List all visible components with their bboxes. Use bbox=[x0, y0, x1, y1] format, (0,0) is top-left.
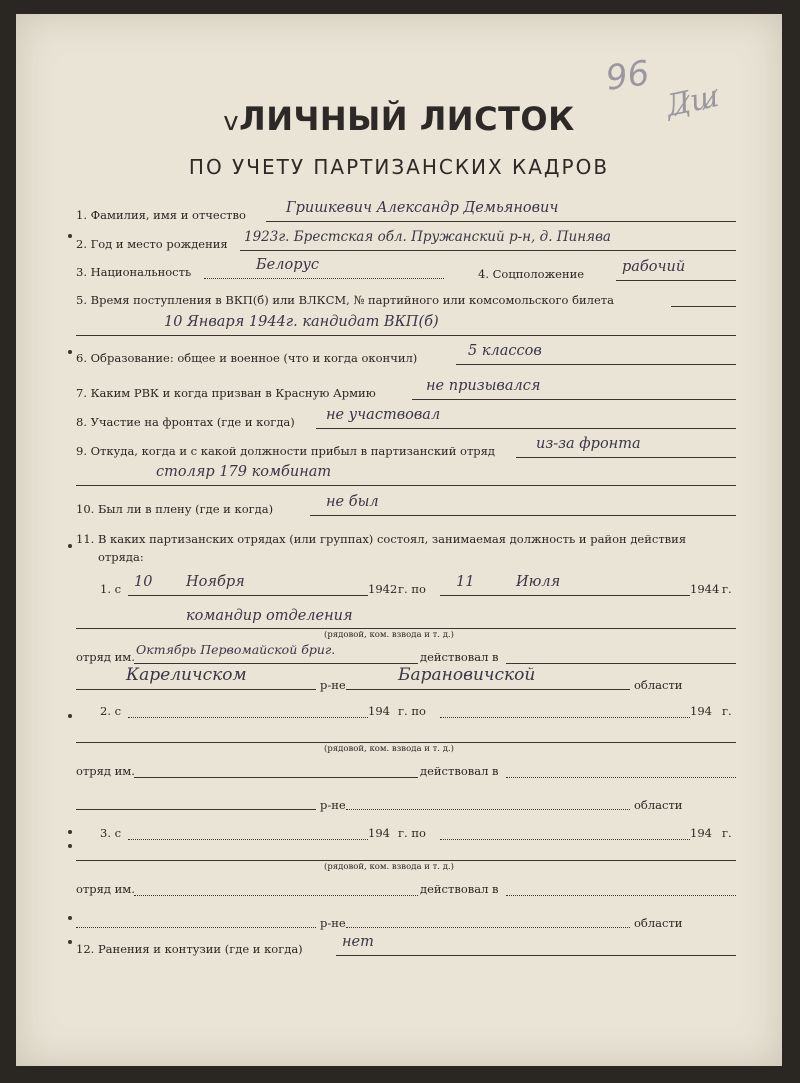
field-9-value-2: столяр 179 комбинат bbox=[156, 464, 332, 480]
entry-1-day: 10 bbox=[134, 574, 153, 590]
field-5-line-a bbox=[671, 306, 736, 307]
binding-mark bbox=[68, 350, 72, 354]
entry-3-acted-in: действовал в bbox=[420, 882, 499, 896]
field-8-label: 8. Участие на фронтах (где и когда) bbox=[76, 415, 295, 429]
field-10-value: не был bbox=[326, 494, 379, 510]
field-4-label: 4. Соцположение bbox=[478, 267, 585, 281]
entry-1-g-po: г. по bbox=[398, 582, 426, 596]
entry-1-month: Ноября bbox=[186, 574, 245, 590]
field-10-line bbox=[310, 515, 736, 516]
entry-3-district-line bbox=[76, 927, 316, 928]
entry-1-position: командир отделения bbox=[186, 608, 353, 624]
entry-2-g-po: г. по bbox=[398, 704, 426, 718]
field-7-value: не призывался bbox=[426, 378, 541, 394]
entry-1-district-suffix: р-не bbox=[320, 678, 346, 692]
field-8-line bbox=[316, 428, 736, 429]
form-title bbox=[16, 100, 782, 138]
field-1-label: 1. Фамилия, имя и отчество bbox=[76, 208, 246, 222]
field-5-label: 5. Время поступления в ВКП(б) или ВЛКСМ, № партийного или комсомольского билета bbox=[76, 293, 614, 307]
entry-1-acted-line bbox=[506, 663, 736, 664]
entry-3-g-po: г. по bbox=[398, 826, 426, 840]
binding-mark bbox=[68, 714, 72, 718]
entry-3-g: г. bbox=[722, 826, 732, 840]
entry-1-year-from: 1942 bbox=[368, 582, 398, 596]
entry-3-to-line bbox=[440, 839, 690, 840]
entry-2-detachment-label: отряд им. bbox=[76, 764, 135, 778]
entry-2-year-to: 194 bbox=[690, 704, 712, 718]
binding-mark bbox=[68, 234, 72, 238]
entry-3-from-line bbox=[128, 839, 368, 840]
entry-1-position-hint: (рядовой, ком. взвода и т. д.) bbox=[324, 630, 454, 640]
field-1-line bbox=[266, 221, 736, 222]
field-2-label: 2. Год и место рождения bbox=[76, 237, 228, 251]
entry-1-detachment-line bbox=[134, 663, 418, 664]
entry-1-g: г. bbox=[722, 582, 732, 596]
field-12-label: 12. Ранения и контузии (где и когда) bbox=[76, 942, 303, 956]
entry-2-region-suffix: области bbox=[634, 798, 683, 812]
binding-mark bbox=[68, 844, 72, 848]
entry-1-district-line bbox=[76, 689, 316, 690]
field-1-value: Гришкевич Александр Демьянович bbox=[286, 200, 559, 216]
entry-3-year-from: 194 bbox=[368, 826, 390, 840]
entry-2-to-line bbox=[440, 717, 690, 718]
field-4-line bbox=[616, 280, 736, 281]
entry-2-from-line bbox=[128, 717, 368, 718]
archive-signature: Д̷ш̷ bbox=[662, 78, 722, 125]
entry-1-to-month: Июля bbox=[516, 574, 561, 590]
field-12-line bbox=[336, 955, 736, 956]
field-6-value: 5 классов bbox=[468, 343, 542, 359]
entry-2-acted-in: действовал в bbox=[420, 764, 499, 778]
field-5-line-b bbox=[76, 335, 736, 336]
field-3-value: Белорус bbox=[256, 257, 320, 273]
entry-2-detachment-line bbox=[134, 777, 418, 778]
entry-3-detachment-line bbox=[134, 895, 418, 896]
entry-3-detachment-label: отряд им. bbox=[76, 882, 135, 896]
binding-mark bbox=[68, 544, 72, 548]
field-11-label-1: 11. В каких партизанских отрядах (или группах) состоял, занимаемая должность и район действия bbox=[76, 532, 687, 546]
entry-2-acted-line bbox=[506, 777, 736, 778]
entry-1-year-to: 1944 bbox=[690, 582, 720, 596]
field-7-line bbox=[412, 399, 736, 400]
entry-1-to-line bbox=[440, 595, 690, 596]
binding-mark bbox=[68, 916, 72, 920]
field-9-line-a bbox=[516, 457, 736, 458]
binding-mark bbox=[68, 830, 72, 834]
entry-2-region-line bbox=[346, 809, 630, 810]
entry-3-acted-line bbox=[506, 895, 736, 896]
field-9-label: 9. Откуда, когда и с какой должности прибыл в партизанский отряд bbox=[76, 444, 495, 458]
entry-1-detachment: Октябрь Первомайской бриг. bbox=[136, 642, 336, 657]
entry-3-position-hint: (рядовой, ком. взвода и т. д.) bbox=[324, 862, 454, 872]
entry-3-year-to: 194 bbox=[690, 826, 712, 840]
field-10-label: 10. Был ли в плену (где и когда) bbox=[76, 502, 274, 516]
field-8-value: не участвовал bbox=[326, 407, 441, 423]
entry-1-acted-in: действовал в bbox=[420, 650, 499, 664]
field-9-value-1: из-за фронта bbox=[536, 436, 641, 452]
entry-2-num: 2. с bbox=[100, 704, 122, 718]
title-text: ЛИЧНЫЙ ЛИСТОК bbox=[239, 100, 575, 138]
entry-1-position-line bbox=[76, 628, 736, 629]
entry-1-num: 1. с bbox=[100, 582, 122, 596]
form-subtitle: ПО УЧЕТУ ПАРТИЗАНСКИХ КАДРОВ bbox=[188, 155, 610, 179]
entry-1-from-line bbox=[128, 595, 368, 596]
entry-3-num: 3. с bbox=[100, 826, 122, 840]
field-6-label: 6. Образование: общее и военное (что и когда окончил) bbox=[76, 351, 418, 365]
entry-1-region-suffix: области bbox=[634, 678, 683, 692]
field-3-label: 3. Национальность bbox=[76, 265, 192, 279]
field-6-line bbox=[456, 364, 736, 365]
field-11-label-2: отряда: bbox=[98, 550, 144, 564]
entry-2-position-hint: (рядовой, ком. взвода и т. д.) bbox=[324, 744, 454, 754]
entry-1-region-line bbox=[346, 689, 630, 690]
entry-1-to-day: 11 bbox=[456, 574, 475, 590]
document-sheet bbox=[16, 14, 782, 1066]
field-3-line bbox=[204, 278, 444, 279]
entry-3-region-suffix: области bbox=[634, 916, 683, 930]
entry-1-detachment-label: отряд им. bbox=[76, 650, 135, 664]
entry-1-region: Барановичской bbox=[398, 665, 536, 685]
entry-2-position-line bbox=[76, 742, 736, 743]
archive-number: 96 bbox=[603, 53, 652, 99]
field-7-label: 7. Каким РВК и когда призван в Красную Армию bbox=[76, 386, 376, 400]
entry-3-region-line bbox=[346, 927, 630, 928]
field-2-line bbox=[240, 250, 736, 251]
entry-2-g: г. bbox=[722, 704, 732, 718]
entry-3-position-line bbox=[76, 860, 736, 861]
field-9-line-b bbox=[76, 485, 736, 486]
entry-2-district-line bbox=[76, 809, 316, 810]
field-5-value: 10 Января 1944г. кандидат ВКП(б) bbox=[164, 314, 439, 330]
entry-2-district-suffix: р-не bbox=[320, 798, 346, 812]
field-2-value: 1923г. Брестская обл. Пружанский р-н, д. Пинява bbox=[244, 229, 611, 245]
field-12-value: нет bbox=[342, 934, 374, 950]
entry-1-district: Кареличском bbox=[126, 665, 247, 685]
entry-2-year-from: 194 bbox=[368, 704, 390, 718]
field-4-value: рабочий bbox=[622, 259, 686, 275]
binding-mark bbox=[68, 940, 72, 944]
title-check-mark: v bbox=[223, 107, 240, 137]
entry-3-district-suffix: р-не bbox=[320, 916, 346, 930]
